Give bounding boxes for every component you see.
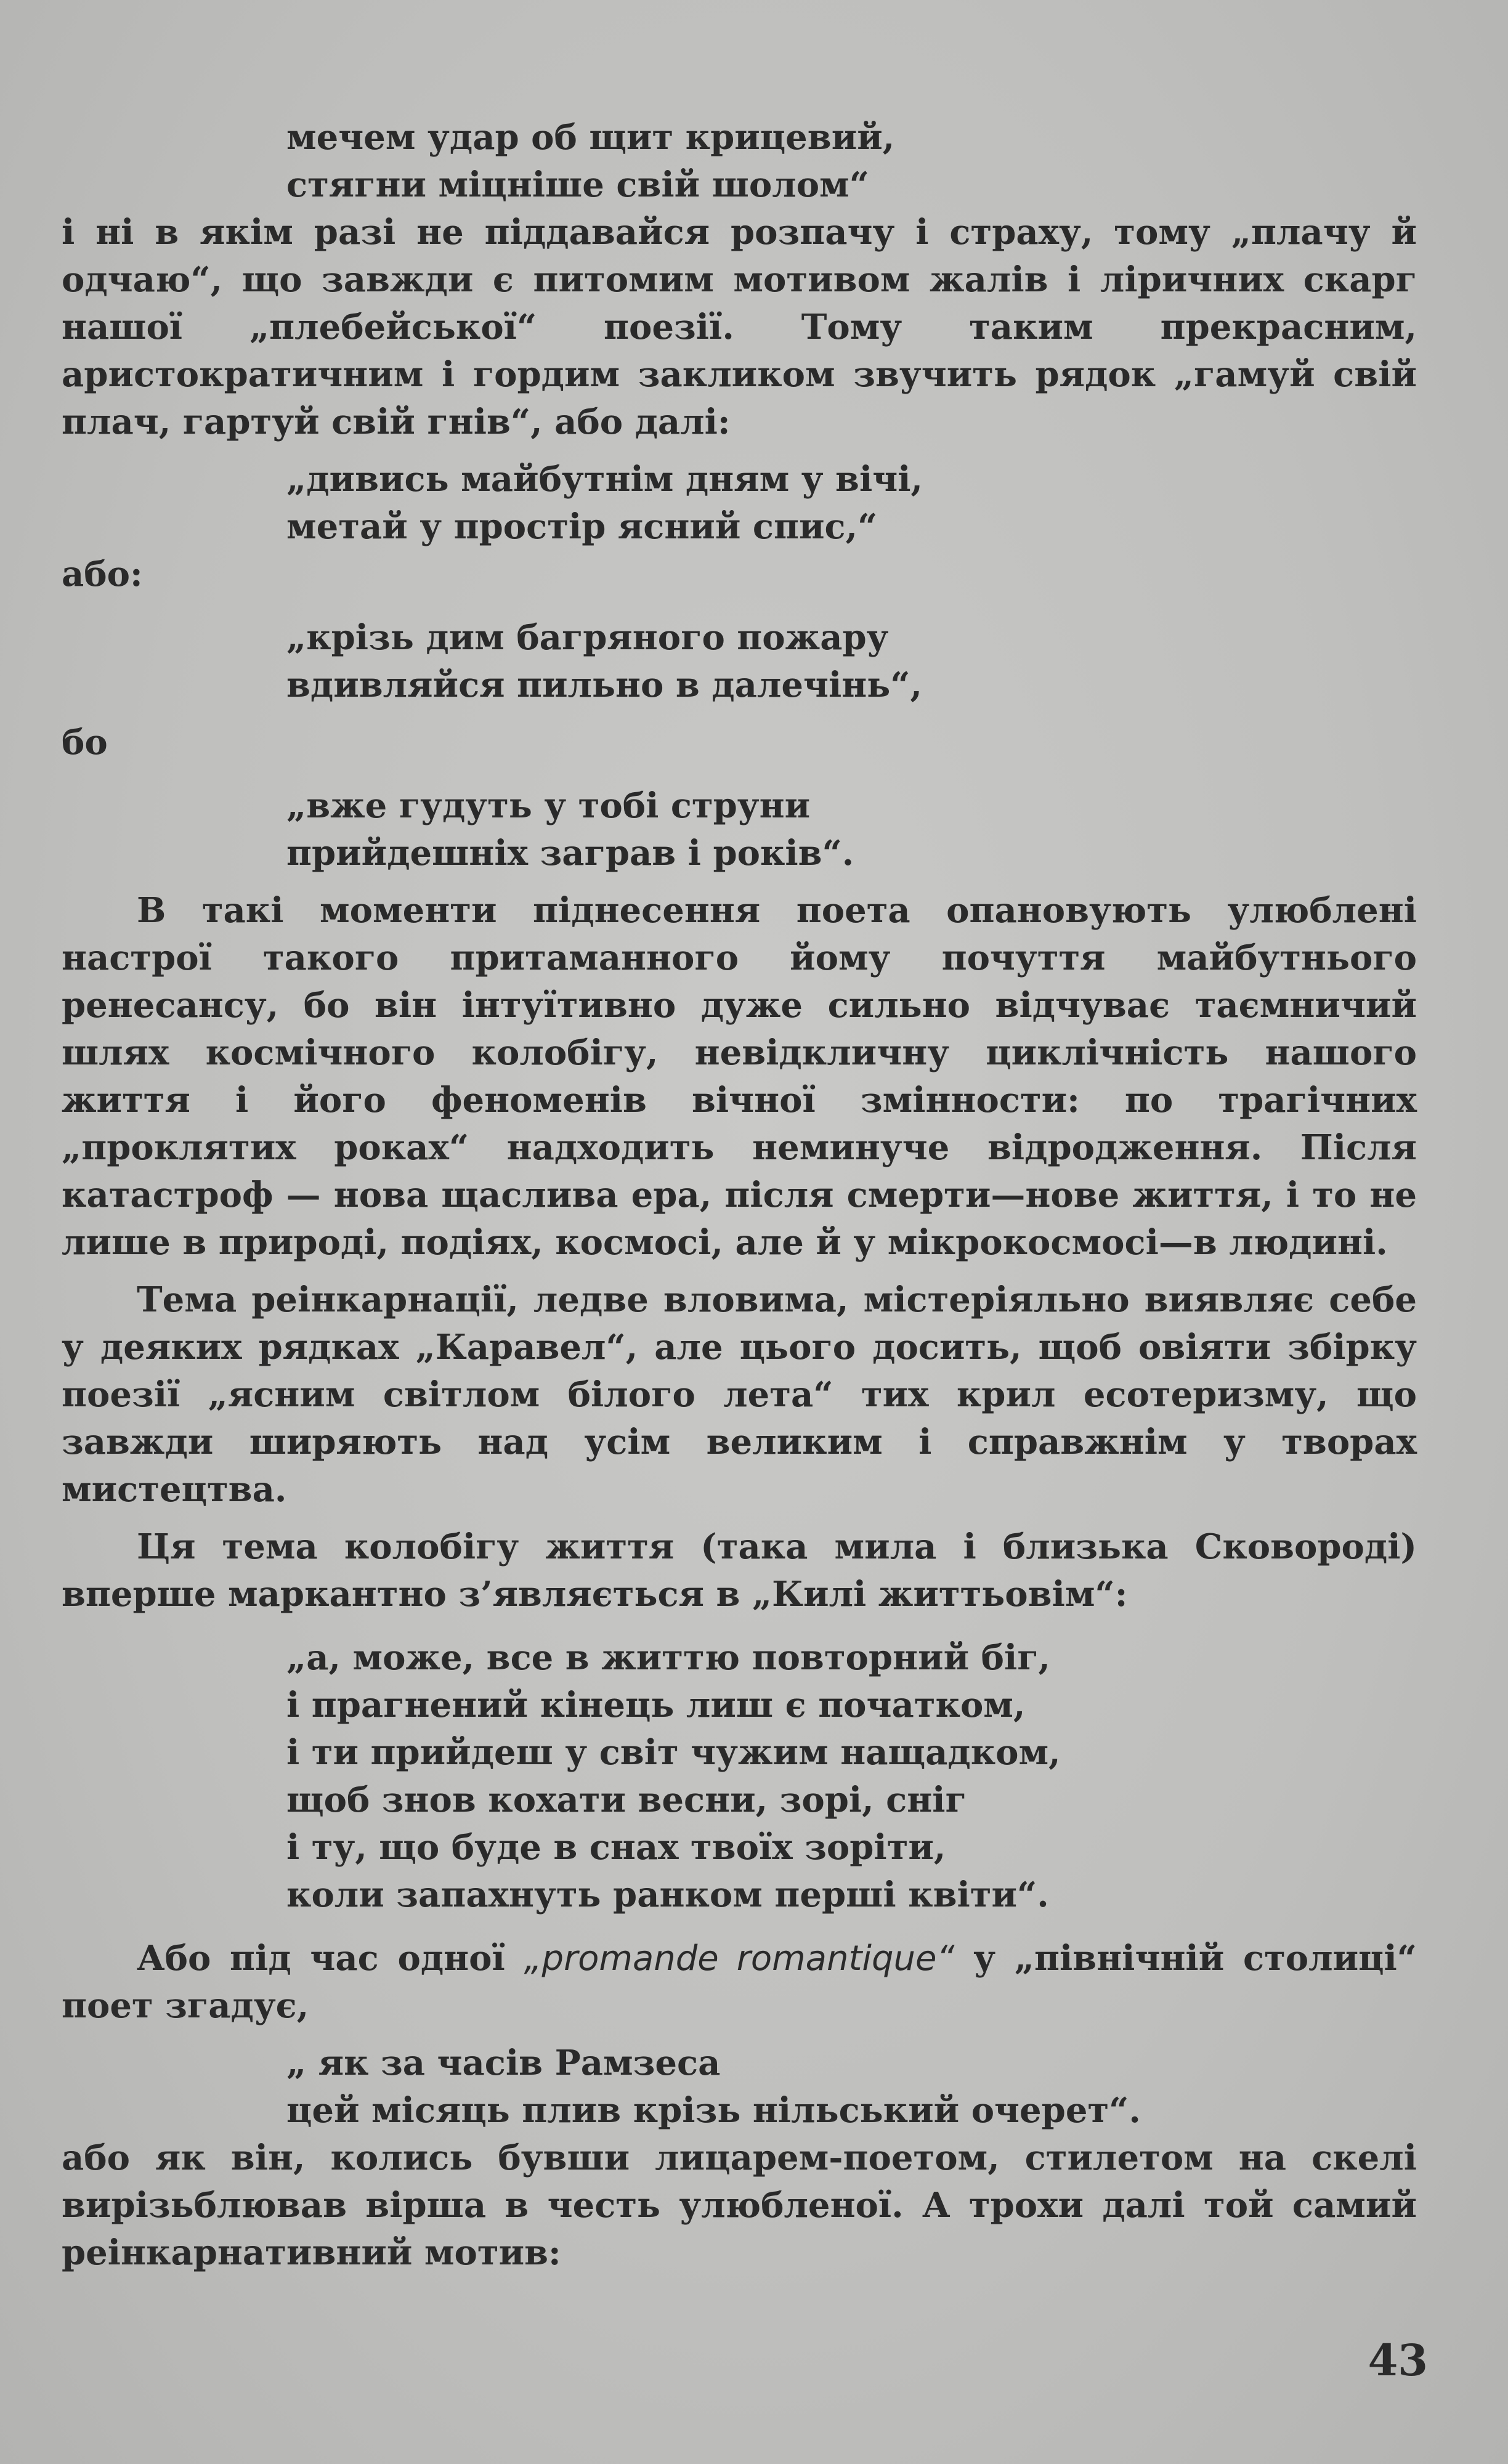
verse-quote-3 [62, 614, 1417, 709]
page-number: 43 [1368, 2335, 1428, 2386]
verse-line: і ти прийдеш у світ чужим нащадком, [286, 1732, 1061, 1773]
italic-phrase: „promande romantique“ [524, 1939, 955, 1979]
paragraph-5 [62, 1935, 1417, 2030]
paragraph-4: Ця тема колобігу життя (така мила і близька Сковороді) вперше маркантно з’являється в „Килі життьовім“: [62, 1526, 1417, 1615]
label-bo: бо [62, 722, 108, 763]
verse-line: „ як за часів Рамзеса [286, 2043, 721, 2083]
paragraph-5-end: у „північній столиці“ поет згадує, [62, 1938, 1417, 2026]
paragraph-1: і ні в якім разі не піддавайся розпачу і страху, тому „плачу й одчаю“, що завжди є питомим мотивом жалів і ліричних скарг нашої „плебейської“ поезії. Тому таким прекрасним, аристократичним і гордим закликом звучить рядок „гамуй свій плач, гартуй свій гнів“, або далі: [62, 212, 1417, 442]
paragraph-3: Тема реінкарнації, ледве вловима, містеріяльно виявляє себе у деяких рядках „Каравел“, але цього досить, щоб овіяти збірку поезії „ясним світлом білого лета“ тих крил есотеризму, що завжди ширяють над усім великим і справжнім у творах мистецтва. [62, 1279, 1417, 1510]
verse-line: прийдешніх заграв і років“. [286, 833, 854, 873]
verse-line: метай у простір ясний спис,“ [286, 506, 878, 547]
verse-quote-2 [62, 456, 1417, 551]
label-abo: або: [62, 554, 143, 594]
page-body [62, 114, 1417, 2277]
paragraph-6: або як він, колись бувши лицарем-поетом, стилетом на скелі вирізьблював вірша в честь улюбленої. А трохи далі той самий реінкарнативний мотив: [62, 2138, 1417, 2273]
paragraph-5-start: Або під час одної [137, 1938, 524, 1979]
verse-quote-1 [62, 114, 1417, 209]
verse-line: мечем удар об щит крицевий, [286, 117, 895, 158]
verse-line: „вже гудуть у тобі струни [286, 785, 811, 826]
verse-line: і ту, що буде в снах твоїх зоріти, [286, 1827, 946, 1868]
verse-line: „крізь дим багряного пожару [286, 617, 889, 658]
verse-line: цей місяць плив крізь нільський очерет“. [286, 2090, 1141, 2131]
verse-line: коли запахнуть ранком перші квіти“. [286, 1874, 1049, 1915]
verse-line: стягни міцніше свій шолом“ [286, 164, 869, 205]
verse-line: вдивляйся пильно в далечінь“, [286, 665, 922, 705]
verse-line: „дивись майбутнім дням у вічі, [286, 459, 923, 500]
verse-line: і прагнений кінець лиш є початком, [286, 1685, 1026, 1725]
verse-quote-6 [62, 2040, 1417, 2134]
paragraph-2: В такі моменти піднесення поета опановують улюблені настрої такого притаманного йому почуття майбутнього ренесансу, бо він інтуїтивно дуже сильно відчуває таємничий шлях космічного колобігу, невідкличну циклічність нашого життя і його феноменів вічної змінности: по трагічних „проклятих роках“ надходить неминуче відродження. Після катастроф — нова щаслива ера, після смерти—нове життя, і то не лише в природі, подіях, космосі, але й у мікрокосмосі—в людині. [62, 890, 1417, 1263]
verse-quote-4 [62, 782, 1417, 877]
verse-line: „а, може, все в життю повторний біг, [286, 1637, 1051, 1678]
verse-line: щоб знов кохати весни, зорі, сніг [286, 1780, 967, 1820]
verse-quote-5 [62, 1634, 1417, 1919]
